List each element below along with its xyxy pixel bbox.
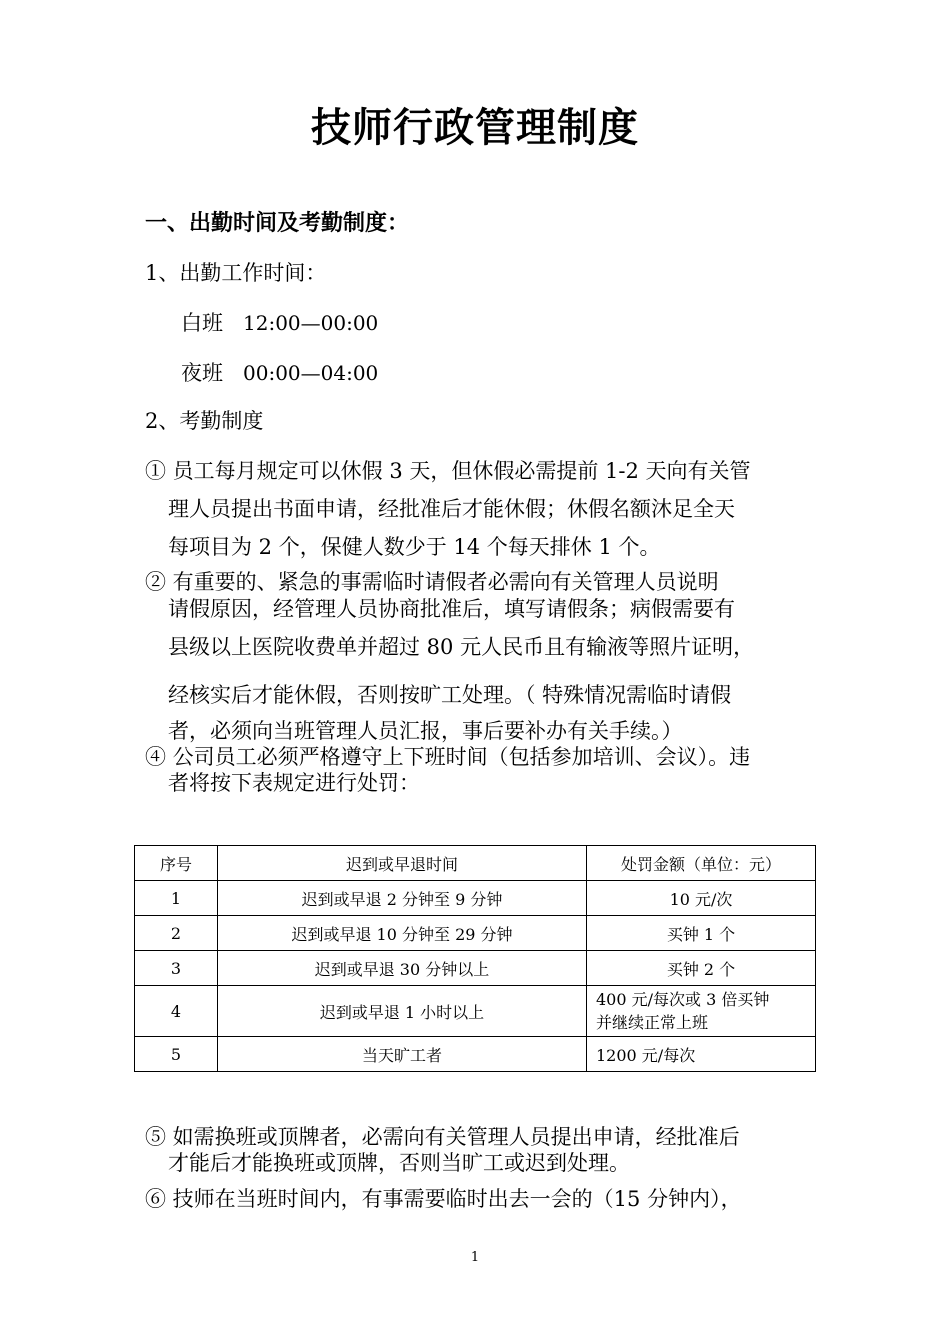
table-row xyxy=(135,1037,816,1072)
cell-time: 迟到或早退 1 小时以上 xyxy=(218,986,587,1037)
rule2-line: 经核实后才能休假，否则按旷工处理。（ 特殊情况需临时请假 xyxy=(168,683,732,707)
penalty-table xyxy=(134,845,816,1072)
cell-amount: 10 元/次 xyxy=(587,881,816,916)
cell-index: 3 xyxy=(135,951,218,986)
section-heading-attendance: 一、出勤时间及考勤制度： xyxy=(145,211,410,236)
table-row xyxy=(135,951,816,986)
header-cell-time: 迟到或早退时间 xyxy=(218,846,587,881)
cell-time: 迟到或早退 10 分钟至 29 分钟 xyxy=(218,916,587,951)
rule4-line: ④ 公司员工必须严格遵守上下班时间（包括参加培训、会议）。违 xyxy=(145,745,751,769)
cell-time: 当天旷工者 xyxy=(218,1037,587,1072)
shift-night-name: 夜班 xyxy=(181,361,223,385)
cell-index: 1 xyxy=(135,881,218,916)
cell-amount: 买钟 2 个 xyxy=(587,951,816,986)
cell-index: 5 xyxy=(135,1037,218,1072)
table-header-row xyxy=(135,846,816,881)
shift-night xyxy=(181,358,378,388)
table-row xyxy=(135,916,816,951)
rule1-line: ① 员工每月规定可以休假 3 天，但休假必需提前 1-2 天向有关管 xyxy=(145,459,751,483)
cell-amount: 买钟 1 个 xyxy=(587,916,816,951)
rule2-line: ② 有重要的、紧急的事需临时请假者必需向有关管理人员说明 xyxy=(145,570,719,594)
rule2-line: 者，必须向当班管理人员汇报，事后要补办有关手续。） xyxy=(168,719,683,743)
cell-time: 迟到或早退 30 分钟以上 xyxy=(218,951,587,986)
cell-index: 4 xyxy=(135,986,218,1037)
shift-day-time: 12:00—00:00 xyxy=(243,311,379,335)
cell-amount xyxy=(587,986,816,1037)
item-work-hours-label: 1、出勤工作时间： xyxy=(145,261,327,285)
item-attendance-label: 2、考勤制度 xyxy=(145,409,264,433)
shift-day xyxy=(181,308,378,338)
cell-amount-line: 400 元/每次或 3 倍买钟 xyxy=(596,990,770,1009)
rule5-line: 才能后才能换班或顶牌，否则当旷工或迟到处理。 xyxy=(168,1151,630,1175)
rule5-line: ⑤ 如需换班或顶牌者，必需向有关管理人员提出申请，经批准后 xyxy=(145,1125,740,1149)
cell-time: 迟到或早退 2 分钟至 9 分钟 xyxy=(218,881,587,916)
table-row xyxy=(135,881,816,916)
header-cell-amount: 处罚金额（单位：元） xyxy=(587,846,816,881)
cell-amount-line: 并继续正常上班 xyxy=(596,1013,709,1032)
rule2-line: 县级以上医院收费单并超过 80 元人民币且有输液等照片证明， xyxy=(168,635,755,659)
document-title: 技师行政管理制度 xyxy=(311,105,639,151)
rule1-line: 每项目为 2 个，保健人数少于 14 个每天排休 1 个。 xyxy=(168,535,661,559)
cell-index: 2 xyxy=(135,916,218,951)
cell-amount: 1200 元/每次 xyxy=(587,1037,816,1072)
page-number: 1 xyxy=(470,1250,480,1265)
rule6-line: ⑥ 技师在当班时间内，有事需要临时出去一会的（15 分钟内）， xyxy=(145,1187,742,1211)
shift-night-time: 00:00—04:00 xyxy=(243,361,379,385)
header-cell-index: 序号 xyxy=(135,846,218,881)
rule1-line: 理人员提出书面申请，经批准后才能休假；休假名额沐足全天 xyxy=(168,497,735,521)
rule2-line: 请假原因，经管理人员协商批准后，填写请假条；病假需要有 xyxy=(168,597,735,621)
rule4-line: 者将按下表规定进行处罚： xyxy=(168,771,420,795)
table-row xyxy=(135,986,816,1037)
shift-day-name: 白班 xyxy=(181,311,223,335)
